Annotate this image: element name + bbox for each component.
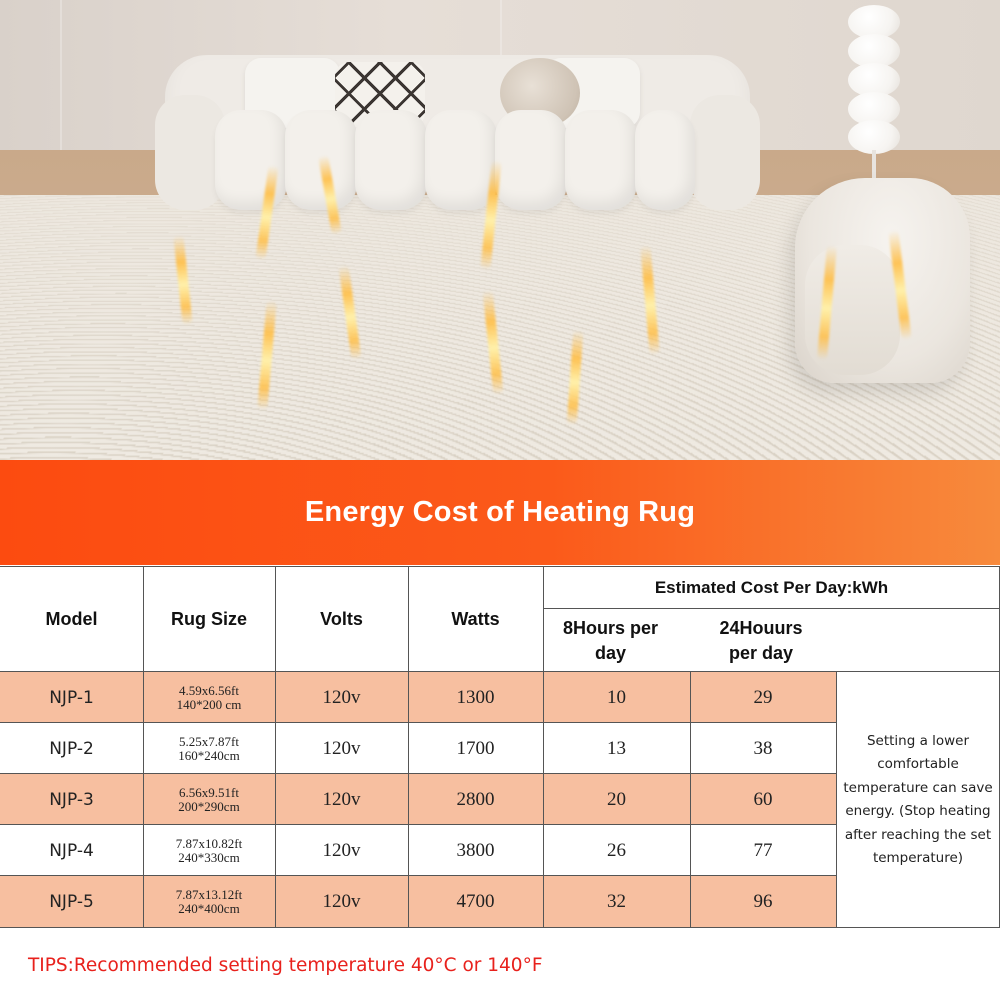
cell-rug-size <box>143 825 275 876</box>
size-ft: 7.87x10.82ft <box>175 835 243 851</box>
grid-line <box>143 566 144 928</box>
header-estimated-cost: Estimated Cost Per Day:kWh <box>654 577 889 597</box>
sofa-arm <box>690 95 760 210</box>
page-title: Energy Cost of Heating Rug <box>304 496 696 528</box>
size-ft: 6.56x9.51ft <box>179 784 239 800</box>
grid-line <box>543 608 1000 609</box>
cell-rug-size <box>143 774 275 825</box>
grid-line <box>0 824 836 825</box>
table-row <box>0 672 836 723</box>
size-ft: 7.87x13.12ft <box>175 886 243 902</box>
lamp-ball <box>848 120 900 154</box>
cell-model: NJP-2 <box>49 738 94 759</box>
cell-8-hours: 20 <box>607 788 626 810</box>
size-ft: 5.25x7.87ft <box>179 733 239 749</box>
grid-line <box>690 672 691 928</box>
cell-rug-size <box>143 876 275 927</box>
sofa-cushion <box>215 110 287 210</box>
cell-model: NJP-4 <box>49 840 94 861</box>
cell-model: NJP-3 <box>49 789 94 810</box>
cell-volts: 120v <box>322 788 361 810</box>
sofa-cushion <box>565 110 637 210</box>
energy-saving-note: Setting a lower comfortable temperature can save energy. (Stop heating after reaching the set temperature) <box>836 672 1000 928</box>
cell-volts: 120v <box>322 737 361 759</box>
energy-cost-table <box>0 566 1000 930</box>
header-watts: Watts <box>451 608 500 629</box>
table-row <box>0 876 836 927</box>
grid-line <box>0 773 836 774</box>
tips-text: TIPS:Recommended setting temperature 40°C or 140°F <box>28 955 543 976</box>
title-banner <box>0 460 1000 565</box>
cell-watts: 1300 <box>456 686 495 708</box>
header-8-hours: 8Hours per day <box>562 618 659 663</box>
table-row <box>0 825 836 876</box>
grid-line <box>0 566 1000 567</box>
size-cm: 240*400cm <box>178 900 240 916</box>
size-cm: 200*290cm <box>178 798 240 814</box>
cell-volts: 120v <box>322 839 361 861</box>
cell-volts: 120v <box>322 686 361 708</box>
cell-24-hours: 60 <box>753 788 773 810</box>
grid-line <box>408 566 409 928</box>
cell-24-hours: 29 <box>753 686 773 708</box>
cell-volts: 120v <box>322 890 361 912</box>
cell-watts: 3800 <box>456 839 495 861</box>
cell-rug-size <box>143 723 275 774</box>
grid-line <box>275 566 276 928</box>
grid-line <box>543 566 544 928</box>
grid-line <box>0 927 1000 928</box>
table-row <box>0 774 836 825</box>
size-ft: 4.59x6.56ft <box>179 682 239 698</box>
cell-watts: 1700 <box>456 737 495 759</box>
cell-24-hours: 96 <box>753 890 773 912</box>
size-cm: 240*330cm <box>178 849 240 865</box>
cell-24-hours: 38 <box>753 737 773 759</box>
wall-panel-line <box>60 0 62 175</box>
grid-line <box>0 722 836 723</box>
sofa-cushion <box>635 110 695 210</box>
table-row <box>0 723 836 774</box>
cell-8-hours: 26 <box>607 839 626 861</box>
size-cm: 140*200 cm <box>176 696 242 712</box>
cell-model: NJP-5 <box>49 891 94 912</box>
cell-8-hours: 13 <box>607 737 626 759</box>
cell-watts: 2800 <box>456 788 495 810</box>
hero-photo <box>0 0 1000 460</box>
cell-watts: 4700 <box>456 890 495 912</box>
cell-model: NJP-1 <box>49 687 94 708</box>
cell-8-hours: 32 <box>607 890 626 912</box>
grid-line <box>0 875 836 876</box>
cell-rug-size <box>143 672 275 723</box>
grid-line <box>836 672 837 928</box>
header-volts: Volts <box>320 608 363 629</box>
header-24-hours: 24Houurs per day <box>719 618 803 663</box>
header-model: Model <box>45 608 98 629</box>
header-rug-size: Rug Size <box>170 608 247 629</box>
size-cm: 160*240cm <box>178 747 240 763</box>
sofa-cushion <box>495 110 567 210</box>
cell-24-hours: 77 <box>753 839 773 861</box>
sofa-cushion <box>425 110 497 210</box>
sofa-cushion <box>355 110 427 210</box>
cell-8-hours: 10 <box>607 686 626 708</box>
grid-line <box>0 671 1000 672</box>
